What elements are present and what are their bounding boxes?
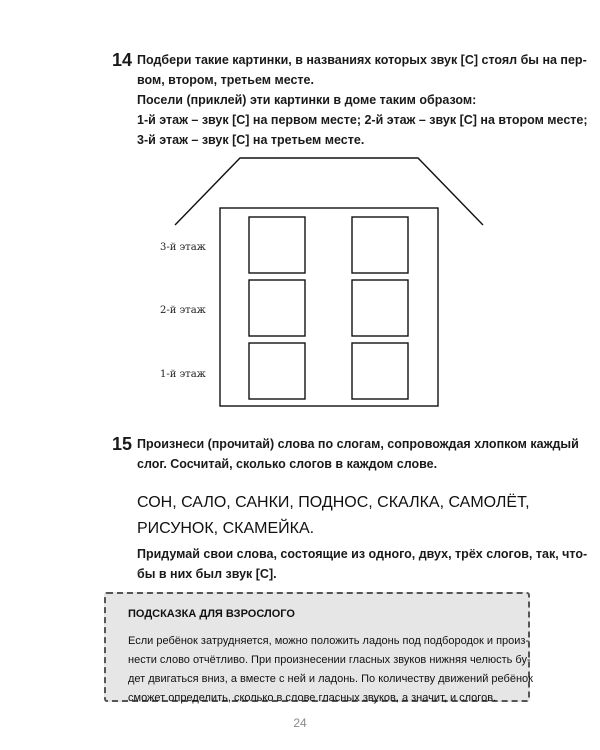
window-floor2-left	[249, 280, 305, 336]
window-floor3-right	[352, 217, 408, 273]
task-15-instructions	[137, 434, 579, 474]
floor-label-2: 2-й этаж	[160, 305, 206, 316]
hint-line: Если ребёнок затрудняется, можно положить ладонь под подбородок и произ-	[128, 635, 530, 647]
window-floor3-left	[249, 217, 305, 273]
floor-label-1: 1-й этаж	[160, 369, 206, 380]
window-floor2-right	[352, 280, 408, 336]
house-roof	[175, 158, 483, 225]
window-floor1-right	[352, 343, 408, 399]
word-list	[137, 490, 530, 542]
hint-text	[128, 632, 533, 708]
task-15-extra	[137, 544, 587, 584]
house-wall	[220, 208, 438, 406]
task-14-line: 1-й этаж – звук [С] на первом месте; 2-й этаж – звук [С] на втором месте;	[137, 113, 588, 127]
task-14-line: Посели (приклей) эти картинки в доме таким образом:	[137, 93, 477, 107]
window-floor1-left	[249, 343, 305, 399]
hint-line: нести слово отчётливо. При произнесении гласных звуков нижняя челюсть бу-	[128, 654, 531, 666]
word-list-line: СОН, САЛО, САНКИ, ПОДНОС, СКАЛКА, САМОЛЁТ,	[137, 494, 530, 511]
task-15-number: 15	[112, 434, 133, 454]
task-15-line: слог. Сосчитай, сколько слогов в каждом слове.	[137, 457, 438, 471]
hint-title: ПОДСКАЗКА ДЛЯ ВЗРОСЛОГО	[128, 608, 295, 620]
task-15-extra-line: бы в них был звук [С].	[137, 567, 277, 581]
hint-line: дет двигаться вниз, а вместе с ней и ладонь. По количеству движений ребёнок	[128, 673, 533, 685]
adult-hint-box	[104, 592, 533, 704]
task-15-extra-line: Придумай свои слова, состоящие из одного, двух, трёх слогов, так, что-	[137, 547, 588, 561]
task-14-number: 14	[112, 50, 133, 70]
task-15-line: Произнеси (прочитай) слова по слогам, сопровождая хлопком каждый	[137, 437, 579, 451]
task-14-line: Подбери такие картинки, в названиях которых звук [С] стоял бы на пер-	[137, 53, 587, 67]
task-14-line: 3-й этаж – звук [С] на третьем месте.	[137, 133, 365, 147]
word-list-line: РИСУНОК, СКАМЕЙКА.	[137, 520, 315, 537]
floor-label-3: 3-й этаж	[160, 242, 206, 253]
page-number: 24	[293, 716, 307, 730]
hint-line: сможет определить, сколько в слове гласных звуков, а значит, и слогов.	[128, 692, 497, 704]
task-14-line: вом, втором, третьем месте.	[137, 73, 314, 87]
